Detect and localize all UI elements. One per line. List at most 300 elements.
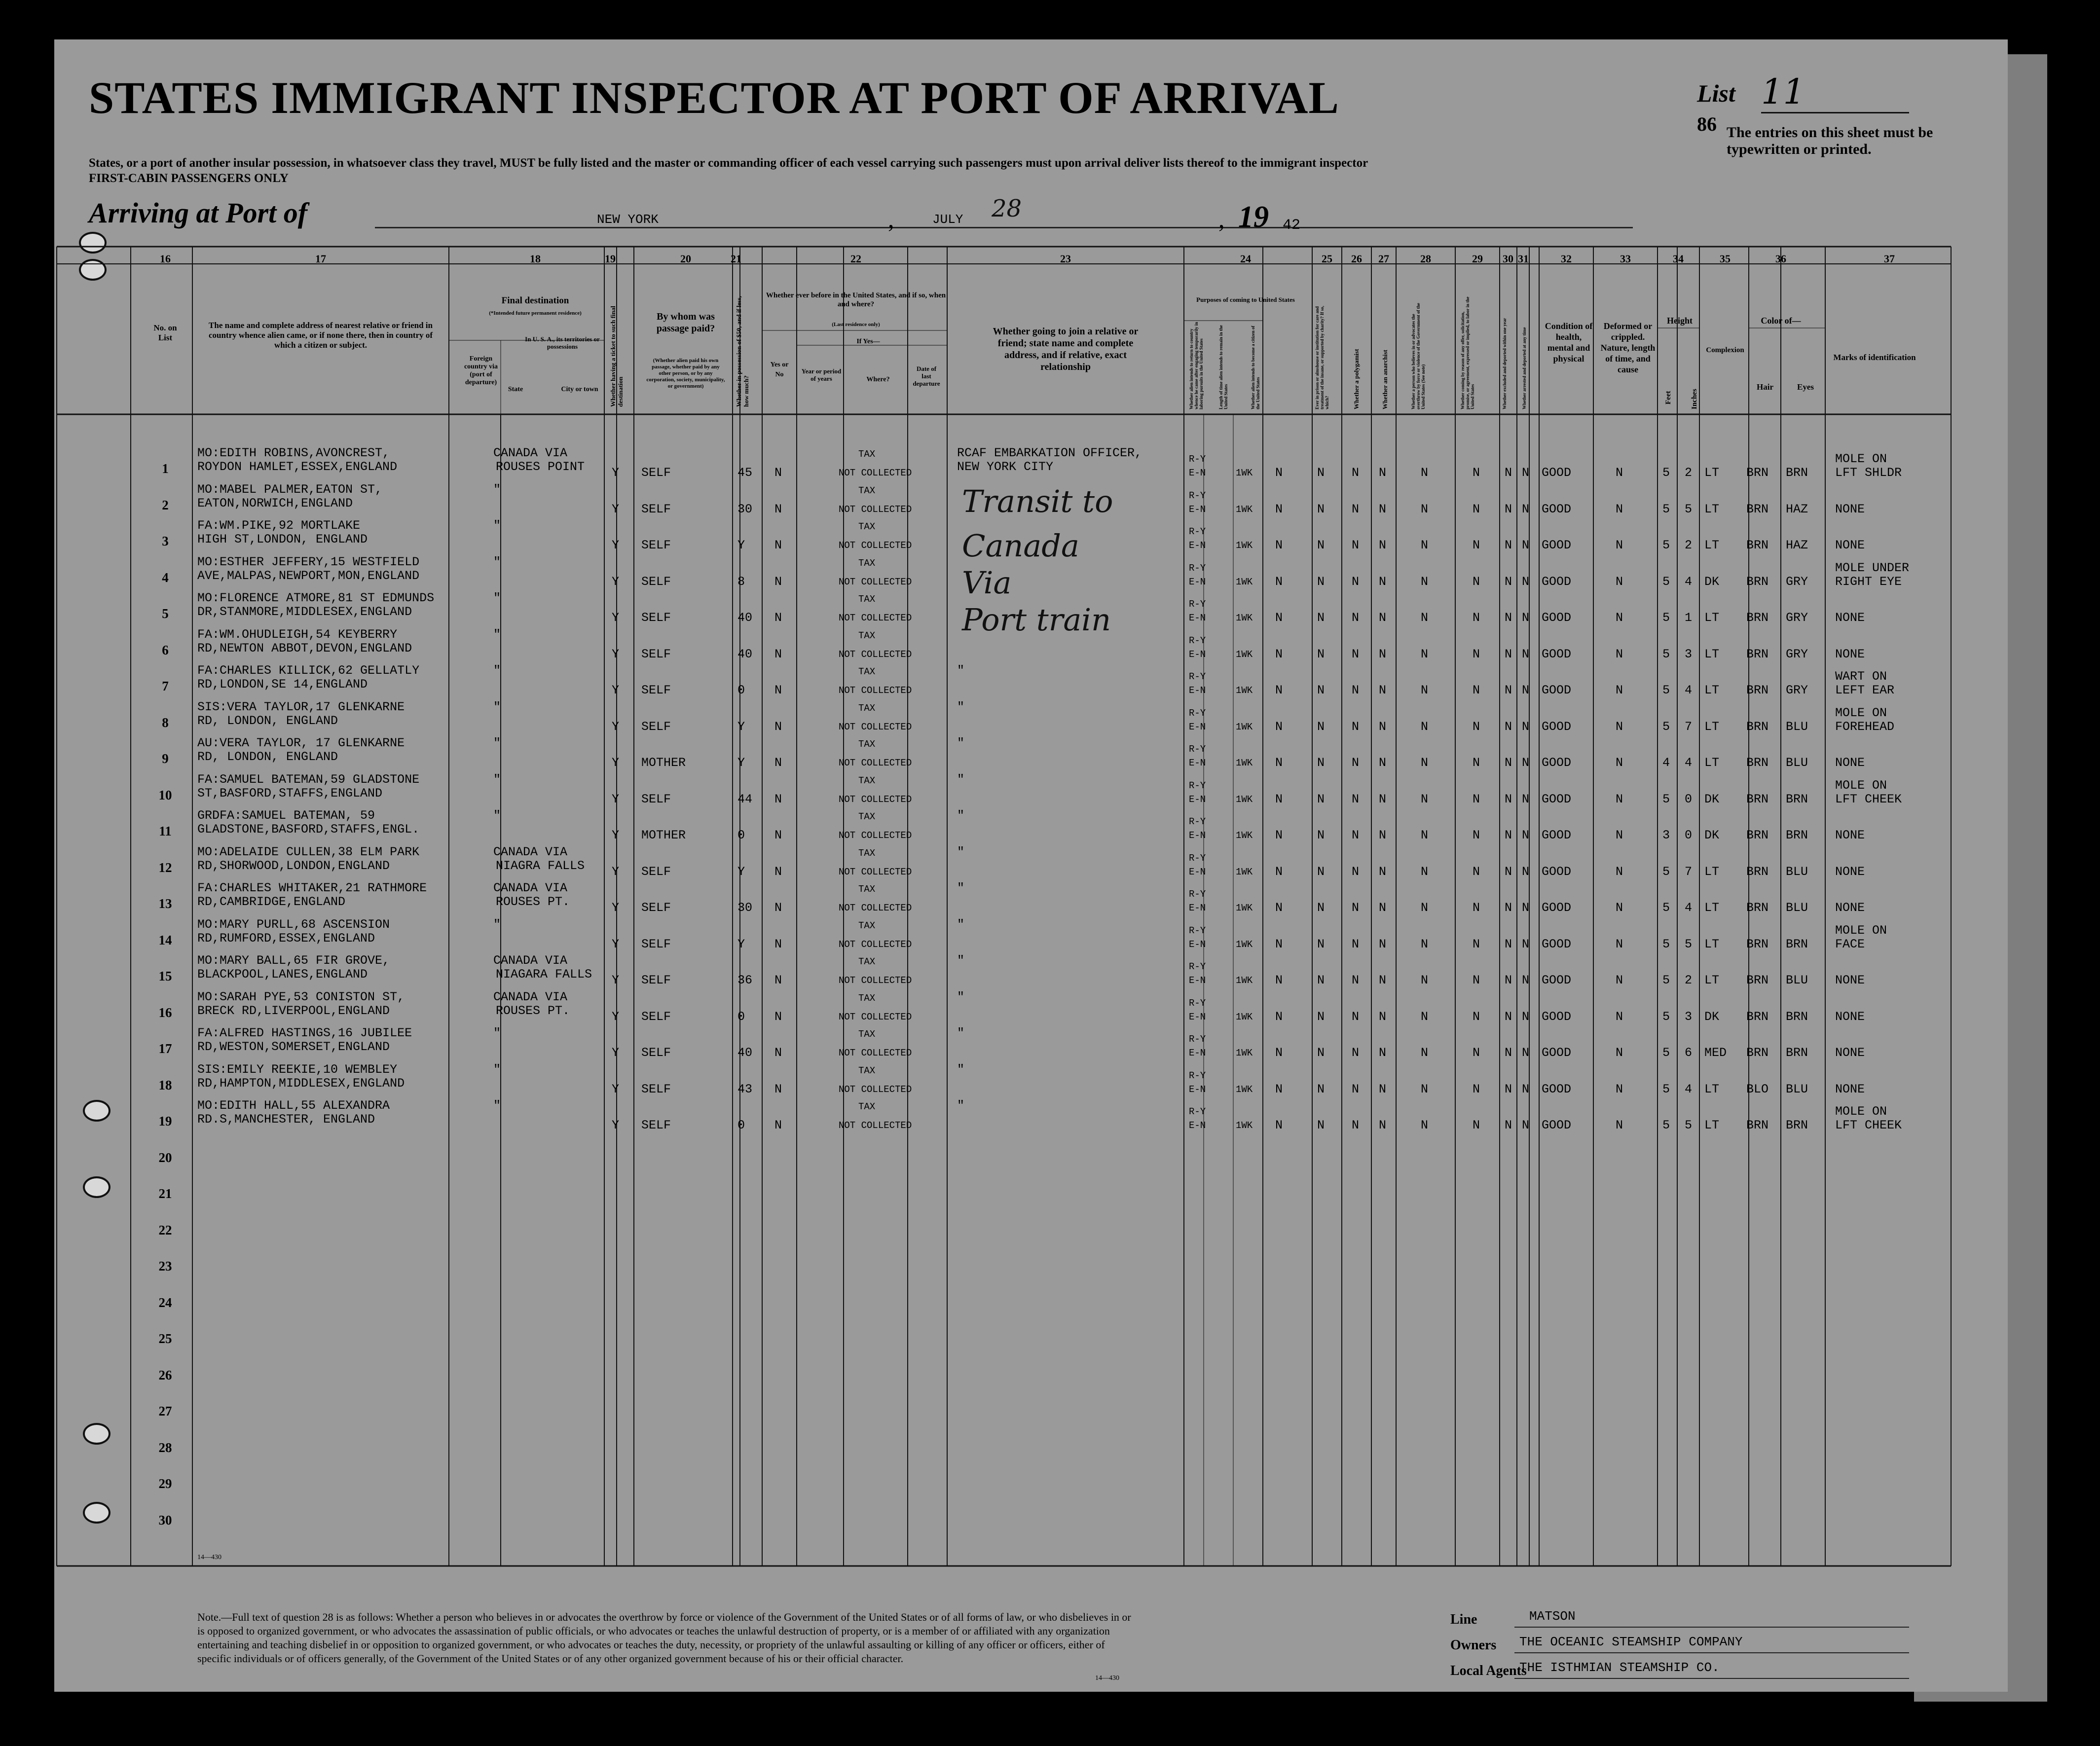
ticket-cell: Y bbox=[612, 574, 620, 589]
row-number: 7 bbox=[162, 679, 169, 693]
citizen-intent-cell: N bbox=[1275, 973, 1283, 987]
health-cell: GOOD bbox=[1542, 864, 1572, 879]
hair-color-cell: BRN bbox=[1746, 683, 1769, 697]
tax-cell: TAX bbox=[858, 1029, 876, 1040]
ever-before-cell: N bbox=[774, 828, 782, 842]
hair-color-cell: BRN bbox=[1746, 973, 1769, 987]
eye-color-cell: BLU bbox=[1786, 973, 1808, 987]
q25-cell: N bbox=[1317, 973, 1325, 987]
row-number: 20 bbox=[158, 1150, 172, 1165]
col22-where-header: Where? bbox=[866, 376, 890, 383]
complexion-cell: DK bbox=[1704, 792, 1720, 806]
relative-address: RD,RUMFORD,ESSEX,ENGLAND bbox=[197, 931, 375, 946]
column-number: 23 bbox=[1060, 253, 1071, 265]
q30-cell: N bbox=[1505, 466, 1512, 480]
q26-cell: N bbox=[1352, 611, 1360, 625]
q25-cell: N bbox=[1317, 1046, 1325, 1060]
purpose-cell: E-N bbox=[1189, 975, 1206, 986]
height-inches-cell: 2 bbox=[1685, 466, 1693, 480]
height-inches-cell: 4 bbox=[1685, 756, 1693, 770]
col21-header: Whether in possession of $50, and if less, how much? bbox=[735, 296, 750, 407]
final-destination: " bbox=[493, 1062, 501, 1077]
relative-address: MO:SARAH PYE,53 CONISTON ST, bbox=[197, 989, 405, 1004]
hair-color-cell: BRN bbox=[1746, 1118, 1769, 1132]
passage-paid-cell: SELF bbox=[641, 1118, 671, 1132]
q29-cell: N bbox=[1473, 574, 1480, 589]
q28-cell: N bbox=[1421, 1082, 1429, 1096]
list-number: 11 bbox=[1761, 72, 1909, 113]
tax-cell: NOT COLLECTED bbox=[839, 540, 912, 551]
ever-before-cell: N bbox=[774, 1046, 782, 1060]
money-cell: 30 bbox=[737, 502, 753, 516]
q28-cell: N bbox=[1421, 973, 1429, 987]
q30-cell: N bbox=[1505, 538, 1512, 552]
q25-cell: N bbox=[1317, 1009, 1325, 1024]
height-inches-cell: 4 bbox=[1685, 683, 1693, 697]
passage-paid-cell: MOTHER bbox=[641, 828, 686, 842]
col18-state-header: State bbox=[508, 386, 523, 393]
purpose-cell: R-Y bbox=[1189, 454, 1206, 465]
eye-color-cell: HAZ bbox=[1786, 502, 1808, 516]
q29-cell: N bbox=[1473, 719, 1480, 734]
q26-cell: N bbox=[1352, 502, 1360, 516]
relative-address: DR,STANMORE,MIDDLESEX,ENGLAND bbox=[197, 605, 412, 619]
relative-address: RD, LONDON, ENGLAND bbox=[197, 750, 338, 764]
ticket-cell: Y bbox=[612, 864, 620, 879]
q28-cell: N bbox=[1421, 1118, 1429, 1132]
relative-address: FA:WM.OHUDLEIGH,54 KEYBERRY bbox=[197, 627, 398, 642]
column-number: 32 bbox=[1561, 253, 1572, 265]
q30-cell: N bbox=[1505, 901, 1512, 915]
col25-header: Ever in prison or almshouse or institution for care and treatment of the insane, or supported by charity? If so, which? bbox=[1315, 306, 1329, 409]
tax-cell: TAX bbox=[858, 811, 876, 822]
q27-cell: N bbox=[1379, 719, 1387, 734]
identification-marks-cell: MOLE ON bbox=[1835, 705, 1887, 720]
relative-address: FA:WM.PIKE,92 MORTLAKE bbox=[197, 518, 361, 533]
height-feet-cell: 4 bbox=[1662, 756, 1670, 770]
q30-cell: N bbox=[1505, 574, 1512, 589]
handwritten-note: Transit to bbox=[962, 483, 1113, 519]
join-relative-cell: " bbox=[957, 699, 965, 714]
col22-yesno-header: Yes or No bbox=[770, 361, 789, 378]
length-of-stay-cell: 1WK bbox=[1236, 504, 1253, 515]
q27-cell: N bbox=[1379, 864, 1387, 879]
q26-cell: N bbox=[1352, 466, 1360, 480]
q25-cell: N bbox=[1317, 1118, 1325, 1132]
q31-cell: N bbox=[1522, 719, 1530, 734]
relative-address: MO:EDITH ROBINS,AVONCREST, bbox=[197, 446, 390, 460]
join-relative-cell: " bbox=[957, 808, 965, 823]
col28-header: Whether a person who believes in or advocates the overthrow by force or violence of the Government of the United States (See note) bbox=[1411, 303, 1426, 409]
col20-subheader: (Whether alien paid his own passage, whether paid by any other person, or by any corporation, society, municipality, or government) bbox=[646, 358, 725, 389]
height-feet-cell: 5 bbox=[1662, 574, 1670, 589]
complexion-cell: LT bbox=[1704, 756, 1720, 770]
col19-header: Whether having a ticket to such final destination bbox=[609, 306, 624, 407]
join-relative-cell: " bbox=[957, 736, 965, 750]
q27-cell: N bbox=[1379, 1009, 1387, 1024]
tax-cell: TAX bbox=[858, 594, 876, 605]
identification-marks-cell: NONE bbox=[1835, 1046, 1865, 1060]
hair-color-cell: BRN bbox=[1746, 574, 1769, 589]
arrival-month: JULY bbox=[932, 212, 963, 227]
final-destination: NIAGARA FALLS bbox=[496, 967, 592, 982]
col36-eyes-header: Eyes bbox=[1797, 382, 1814, 392]
row-number: 3 bbox=[162, 534, 169, 548]
deformed-cell: N bbox=[1616, 828, 1623, 842]
purpose-cell: R-Y bbox=[1189, 889, 1206, 900]
col18-usa-header: In U. S. A., its territories or possessions bbox=[525, 335, 600, 350]
height-inches-cell: 5 bbox=[1685, 1118, 1693, 1132]
purpose-cell: E-N bbox=[1189, 939, 1206, 950]
eye-color-cell: BRN bbox=[1786, 792, 1808, 806]
row-number: 27 bbox=[158, 1404, 172, 1419]
q29-cell: N bbox=[1473, 1118, 1480, 1132]
q26-cell: N bbox=[1352, 574, 1360, 589]
tax-cell: NOT COLLECTED bbox=[839, 903, 912, 913]
deformed-cell: N bbox=[1616, 756, 1623, 770]
q30-cell: N bbox=[1505, 719, 1512, 734]
eye-color-cell: BRN bbox=[1786, 1009, 1808, 1024]
q27-cell: N bbox=[1379, 973, 1387, 987]
height-inches-cell: 2 bbox=[1685, 973, 1693, 987]
complexion-cell: LT bbox=[1704, 466, 1720, 480]
q31-cell: N bbox=[1522, 611, 1530, 625]
col24-header: Purposes of coming to United States bbox=[1196, 296, 1295, 303]
ticket-cell: Y bbox=[612, 1082, 620, 1096]
q25-cell: N bbox=[1317, 901, 1325, 915]
row-number: 12 bbox=[158, 860, 172, 875]
relative-address: RD, LONDON, ENGLAND bbox=[197, 713, 338, 728]
q30-cell: N bbox=[1505, 792, 1512, 806]
complexion-cell: LT bbox=[1704, 719, 1720, 734]
ticket-cell: Y bbox=[612, 647, 620, 661]
row-number: 26 bbox=[158, 1367, 172, 1382]
q29-cell: N bbox=[1473, 973, 1480, 987]
identification-marks-cell: NONE bbox=[1835, 538, 1865, 552]
final-destination: " bbox=[493, 591, 501, 605]
length-of-stay-cell: 1WK bbox=[1236, 613, 1253, 623]
height-inches-cell: 3 bbox=[1685, 647, 1693, 661]
identification-marks-cell: NONE bbox=[1835, 1009, 1865, 1024]
length-of-stay-cell: 1WK bbox=[1236, 1084, 1253, 1095]
final-destination: ROUSES PT. bbox=[496, 895, 570, 909]
hair-color-cell: BRN bbox=[1746, 756, 1769, 770]
row-number: 23 bbox=[158, 1259, 172, 1273]
final-destination: " bbox=[493, 808, 501, 823]
purpose-cell: E-N bbox=[1189, 721, 1206, 732]
form-code: 14—430 bbox=[197, 1554, 221, 1561]
col33-header: Deformed or crippled. Nature, length of time, and cause bbox=[1600, 321, 1656, 374]
q27-cell: N bbox=[1379, 683, 1387, 697]
column-number: 16 bbox=[160, 253, 171, 265]
health-cell: GOOD bbox=[1542, 647, 1572, 661]
q29-cell: N bbox=[1473, 647, 1480, 661]
final-destination: " bbox=[493, 736, 501, 750]
col23-header: Whether going to join a relative or friend; state name and complete address, and if relative, exact relationship bbox=[993, 326, 1139, 372]
final-destination: " bbox=[493, 554, 501, 569]
hair-color-cell: BRN bbox=[1746, 502, 1769, 516]
complexion-cell: LT bbox=[1704, 973, 1720, 987]
q28-cell: N bbox=[1421, 611, 1429, 625]
subtitle-line: States, or a port of another insular possession, in whatsoever class they travel, MUST be fully listed and the master or commanding officer of each vessel carrying such passengers must upon arrival deliver lists thereof to the immigrant inspector bbox=[89, 156, 1368, 170]
purpose-cell: R-Y bbox=[1189, 816, 1206, 827]
passage-paid-cell: SELF bbox=[641, 647, 671, 661]
q29-cell: N bbox=[1473, 937, 1480, 951]
q28-cell: N bbox=[1421, 538, 1429, 552]
ever-before-cell: N bbox=[774, 1118, 782, 1132]
complexion-cell: LT bbox=[1704, 502, 1720, 516]
q25-cell: N bbox=[1317, 647, 1325, 661]
citizen-intent-cell: N bbox=[1275, 466, 1283, 480]
identification-marks-cell: NONE bbox=[1835, 901, 1865, 915]
q28-cell: N bbox=[1421, 1046, 1429, 1060]
height-feet-cell: 5 bbox=[1662, 647, 1670, 661]
q28-cell: N bbox=[1421, 828, 1429, 842]
length-of-stay-cell: 1WK bbox=[1236, 903, 1253, 913]
eye-color-cell: GRY bbox=[1786, 574, 1808, 589]
height-inches-cell: 6 bbox=[1685, 1046, 1693, 1060]
complexion-cell: LT bbox=[1704, 901, 1720, 915]
health-cell: GOOD bbox=[1542, 1046, 1572, 1060]
height-feet-cell: 5 bbox=[1662, 973, 1670, 987]
money-cell: Y bbox=[737, 937, 745, 951]
relative-address: MO:MABEL PALMER,EATON ST, bbox=[197, 482, 383, 497]
relative-address: RD.S,MANCHESTER, ENGLAND bbox=[197, 1112, 375, 1127]
length-of-stay-cell: 1WK bbox=[1236, 866, 1253, 877]
citizen-intent-cell: N bbox=[1275, 792, 1283, 806]
q30-cell: N bbox=[1505, 1118, 1512, 1132]
eye-color-cell: GRY bbox=[1786, 647, 1808, 661]
q29-cell: N bbox=[1473, 1082, 1480, 1096]
identification-marks-cell: NONE bbox=[1835, 828, 1865, 842]
eye-color-cell: BRN bbox=[1786, 828, 1808, 842]
q31-cell: N bbox=[1522, 937, 1530, 951]
relative-address: SIS:VERA TAYLOR,17 GLENKARNE bbox=[197, 699, 405, 714]
identification-marks-cell: FACE bbox=[1835, 937, 1865, 951]
eye-color-cell: BLU bbox=[1786, 719, 1808, 734]
final-destination: ROUSES PT. bbox=[496, 1003, 570, 1018]
health-cell: GOOD bbox=[1542, 466, 1572, 480]
q25-cell: N bbox=[1317, 1082, 1325, 1096]
tax-cell: NOT COLLECTED bbox=[839, 685, 912, 696]
purpose-cell: E-N bbox=[1189, 1048, 1206, 1058]
height-feet-cell: 5 bbox=[1662, 1009, 1670, 1024]
citizen-intent-cell: N bbox=[1275, 937, 1283, 951]
q28-cell: N bbox=[1421, 683, 1429, 697]
q26-cell: N bbox=[1352, 756, 1360, 770]
q27-cell: N bbox=[1379, 466, 1387, 480]
q30-cell: N bbox=[1505, 828, 1512, 842]
row-number: 11 bbox=[159, 824, 172, 838]
eye-color-cell: BLU bbox=[1786, 901, 1808, 915]
height-feet-cell: 5 bbox=[1662, 683, 1670, 697]
q26-cell: N bbox=[1352, 937, 1360, 951]
q28-cell: N bbox=[1421, 792, 1429, 806]
hair-color-cell: BRN bbox=[1746, 538, 1769, 552]
height-inches-cell: 5 bbox=[1685, 502, 1693, 516]
height-inches-cell: 4 bbox=[1685, 1082, 1693, 1096]
citizen-intent-cell: N bbox=[1275, 828, 1283, 842]
purpose-cell: E-N bbox=[1189, 576, 1206, 587]
relative-address: RD,LONDON,SE 14,ENGLAND bbox=[197, 677, 368, 691]
q25-cell: N bbox=[1317, 756, 1325, 770]
hair-color-cell: BRN bbox=[1746, 901, 1769, 915]
relative-address: MO:ESTHER JEFFERY,15 WESTFIELD bbox=[197, 554, 420, 569]
length-of-stay-cell: 1WK bbox=[1236, 721, 1253, 732]
length-of-stay-cell: 1WK bbox=[1236, 1048, 1253, 1058]
row-number: 21 bbox=[158, 1186, 172, 1201]
row-number: 6 bbox=[162, 642, 169, 657]
q29-cell: N bbox=[1473, 864, 1480, 879]
row-number: 28 bbox=[158, 1440, 172, 1455]
identification-marks-cell: NONE bbox=[1835, 756, 1865, 770]
col24a-header: Whether alien intends to return to country whence he came after engaging temporarily in laboring pursuits in the United States bbox=[1189, 322, 1204, 409]
deformed-cell: N bbox=[1616, 792, 1623, 806]
complexion-cell: DK bbox=[1704, 1009, 1720, 1024]
identification-marks-cell: NONE bbox=[1835, 1082, 1865, 1096]
passage-paid-cell: SELF bbox=[641, 973, 671, 987]
passage-paid-cell: SELF bbox=[641, 901, 671, 915]
relative-address: GRDFA:SAMUEL BATEMAN, 59 bbox=[197, 808, 375, 823]
q27-cell: N bbox=[1379, 647, 1387, 661]
length-of-stay-cell: 1WK bbox=[1236, 975, 1253, 986]
col31-header: Whether arrested and deported at any time bbox=[1522, 327, 1527, 409]
ever-before-cell: N bbox=[774, 466, 782, 480]
ever-before-cell: N bbox=[774, 719, 782, 734]
subtitle-line: FIRST-CABIN PASSENGERS ONLY bbox=[89, 172, 289, 185]
citizen-intent-cell: N bbox=[1275, 1118, 1283, 1132]
tax-cell: TAX bbox=[858, 557, 876, 569]
q31-cell: N bbox=[1522, 647, 1530, 661]
length-of-stay-cell: 1WK bbox=[1236, 939, 1253, 950]
col36-hair-header: Hair bbox=[1757, 382, 1773, 392]
list-label: List bbox=[1697, 79, 1735, 107]
ever-before-cell: N bbox=[774, 756, 782, 770]
q29-cell: N bbox=[1473, 1046, 1480, 1060]
health-cell: GOOD bbox=[1542, 1118, 1572, 1132]
money-cell: 0 bbox=[737, 683, 745, 697]
column-number: 24 bbox=[1240, 253, 1251, 265]
q26-cell: N bbox=[1352, 1009, 1360, 1024]
tax-cell: NOT COLLECTED bbox=[839, 758, 912, 768]
tax-cell: NOT COLLECTED bbox=[839, 1084, 912, 1095]
length-of-stay-cell: 1WK bbox=[1236, 468, 1253, 478]
height-feet-cell: 5 bbox=[1662, 502, 1670, 516]
col22-period-header: Year or period of years bbox=[801, 367, 842, 382]
col22-header: Whether ever before in the United States, and if so, when and where? bbox=[766, 291, 946, 308]
height-feet-cell: 5 bbox=[1662, 719, 1670, 734]
ticket-cell: Y bbox=[612, 792, 620, 806]
join-relative-cell: " bbox=[957, 844, 965, 859]
ever-before-cell: N bbox=[774, 937, 782, 951]
purpose-cell: E-N bbox=[1189, 468, 1206, 478]
health-cell: GOOD bbox=[1542, 792, 1572, 806]
col37-header: Marks of identification bbox=[1833, 353, 1916, 362]
deformed-cell: N bbox=[1616, 574, 1623, 589]
hair-color-cell: BRN bbox=[1746, 1009, 1769, 1024]
q30-cell: N bbox=[1505, 502, 1512, 516]
relative-address: BRECK RD,LIVERPOOL,ENGLAND bbox=[197, 1003, 390, 1018]
ticket-cell: Y bbox=[612, 756, 620, 770]
citizen-intent-cell: N bbox=[1275, 719, 1283, 734]
q25-cell: N bbox=[1317, 828, 1325, 842]
final-destination: " bbox=[493, 518, 501, 533]
col22-ifyes-header: If Yes— bbox=[856, 338, 880, 345]
join-relative-cell: " bbox=[957, 663, 965, 678]
ticket-cell: Y bbox=[612, 611, 620, 625]
eye-color-cell: BLU bbox=[1786, 864, 1808, 879]
tax-cell: TAX bbox=[858, 630, 876, 641]
deformed-cell: N bbox=[1616, 1009, 1623, 1024]
q26-cell: N bbox=[1352, 538, 1360, 552]
arrival-port: NEW YORK bbox=[597, 212, 659, 227]
q27-cell: N bbox=[1379, 1046, 1387, 1060]
q30-cell: N bbox=[1505, 1082, 1512, 1096]
complexion-cell: LT bbox=[1704, 611, 1720, 625]
hair-color-cell: BRN bbox=[1746, 1046, 1769, 1060]
join-relative-cell: " bbox=[957, 1026, 965, 1040]
q27-cell: N bbox=[1379, 937, 1387, 951]
length-of-stay-cell: 1WK bbox=[1236, 830, 1253, 841]
health-cell: GOOD bbox=[1542, 502, 1572, 516]
tax-cell: TAX bbox=[858, 1065, 876, 1076]
line-field-rule bbox=[1514, 1627, 1909, 1628]
column-number: 28 bbox=[1420, 253, 1431, 265]
q30-cell: N bbox=[1505, 756, 1512, 770]
relative-address: RD,CAMBRIDGE,ENGLAND bbox=[197, 895, 346, 909]
column-number: 36 bbox=[1775, 253, 1786, 265]
money-cell: 0 bbox=[737, 1118, 745, 1132]
column-number: 26 bbox=[1351, 253, 1362, 265]
q31-cell: N bbox=[1522, 1082, 1530, 1096]
purpose-cell: R-Y bbox=[1189, 526, 1206, 537]
final-destination: CANADA VIA bbox=[493, 446, 568, 460]
q26-cell: N bbox=[1352, 901, 1360, 915]
relative-address: FA:CHARLES KILLICK,62 GELLATLY bbox=[197, 663, 420, 678]
final-destination: CANADA VIA bbox=[493, 844, 568, 859]
ever-before-cell: N bbox=[774, 792, 782, 806]
ticket-cell: Y bbox=[612, 1009, 620, 1024]
join-relative-cell: " bbox=[957, 881, 965, 895]
join-relative-cell: " bbox=[957, 953, 965, 968]
q27-cell: N bbox=[1379, 756, 1387, 770]
q26-cell: N bbox=[1352, 864, 1360, 879]
join-relative-cell: " bbox=[957, 1098, 965, 1113]
passage-paid-cell: SELF bbox=[641, 1009, 671, 1024]
height-feet-cell: 5 bbox=[1662, 1046, 1670, 1060]
col24b-header: Length of time alien intends to remain in the United States bbox=[1218, 325, 1228, 409]
col20-header: By whom was passage paid? bbox=[656, 311, 715, 334]
q28-cell: N bbox=[1421, 502, 1429, 516]
q31-cell: N bbox=[1522, 574, 1530, 589]
citizen-intent-cell: N bbox=[1275, 901, 1283, 915]
row-number: 19 bbox=[158, 1114, 172, 1128]
handwritten-note: Port train bbox=[962, 602, 1111, 638]
col35-header: Complexion bbox=[1706, 346, 1744, 354]
arriving-label: Arriving at Port of bbox=[89, 197, 308, 229]
q31-cell: N bbox=[1522, 1009, 1530, 1024]
col22-subheader: (Last residence only) bbox=[832, 322, 880, 327]
length-of-stay-cell: 1WK bbox=[1236, 685, 1253, 696]
passage-paid-cell: SELF bbox=[641, 792, 671, 806]
height-inches-cell: 7 bbox=[1685, 719, 1693, 734]
tax-cell: NOT COLLECTED bbox=[839, 866, 912, 877]
tax-cell: TAX bbox=[858, 775, 876, 786]
identification-marks-cell: FOREHEAD bbox=[1835, 719, 1895, 734]
q31-cell: N bbox=[1522, 864, 1530, 879]
length-of-stay-cell: 1WK bbox=[1236, 758, 1253, 768]
eye-color-cell: HAZ bbox=[1786, 538, 1808, 552]
